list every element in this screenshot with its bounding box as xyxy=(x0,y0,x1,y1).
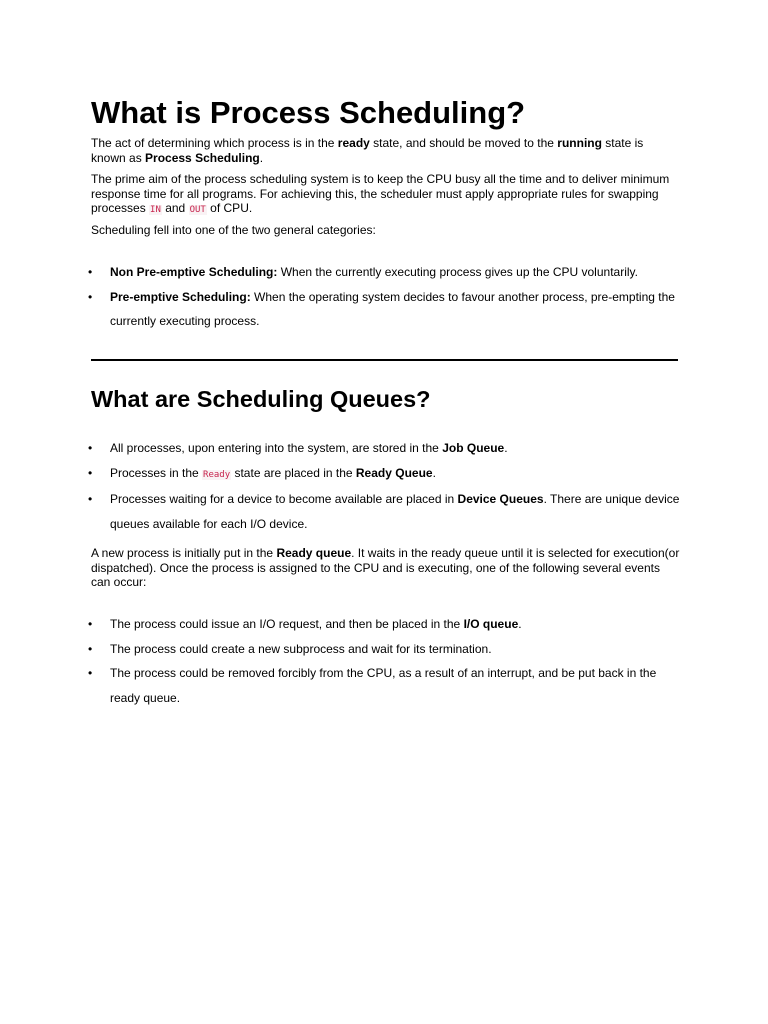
text: Processes waiting for a device to become available are placed in xyxy=(110,492,458,506)
bullet-glyph: • xyxy=(88,666,93,680)
text: When the currently executing process gives up the CPU voluntarily. xyxy=(277,265,638,279)
code-in: IN xyxy=(150,205,161,215)
text: A new process is initially put in the xyxy=(91,546,277,560)
code-out: OUT xyxy=(189,205,206,215)
text: The process could issue an I/O request, and then be placed in the xyxy=(110,617,464,631)
bullet-glyph: • xyxy=(88,641,93,656)
code-ready: Ready xyxy=(203,469,231,480)
list-item xyxy=(88,661,681,710)
term-io-queue: I/O queue xyxy=(463,617,519,631)
events-list xyxy=(88,612,681,710)
text: of CPU. xyxy=(206,201,253,215)
text: . There are unique device queues available for each I/O device. xyxy=(110,492,680,531)
paragraph-categories: Scheduling fell into one of the two general categories: xyxy=(91,223,376,237)
list-item xyxy=(88,285,681,334)
text: The act of determining which process is in the xyxy=(91,136,338,150)
text: and xyxy=(161,201,189,215)
paragraph-new-process xyxy=(91,546,681,590)
text: The process could create a new subprocess and wait for its termination. xyxy=(110,641,492,656)
paragraph-definition xyxy=(91,136,681,165)
heading-process-scheduling: What is Process Scheduling? xyxy=(91,95,526,130)
text: The process could be removed forcibly from the CPU, as a result of an interrupt, and be put back in the ready queue. xyxy=(110,666,657,705)
term-process-scheduling: Process Scheduling xyxy=(145,150,260,165)
paragraph-prime-aim xyxy=(91,172,681,218)
bullet-glyph: • xyxy=(88,265,93,279)
text: The prime aim of the process scheduling system is to keep the CPU busy all the time and to deliver minimum response time for all programs. For achieving this, the scheduler must apply appropriate rules for swapping processes xyxy=(91,172,670,215)
term: Pre-emptive Scheduling: xyxy=(110,289,251,304)
list-item xyxy=(88,436,681,461)
text: . It waits in the ready queue until it is selected for execution(or dispatched). Once the process is assigned to the CPU and is executing, one of the following several events can occur: xyxy=(91,546,680,589)
bullet-glyph: • xyxy=(88,441,93,455)
scheduling-categories-list xyxy=(88,260,681,334)
bullet-glyph: • xyxy=(88,617,93,631)
term-running: running xyxy=(557,136,602,150)
text: All processes, upon entering into the system, are stored in the xyxy=(110,441,443,455)
text: state, and should be moved to the xyxy=(369,136,558,150)
term-ready-queue: Ready Queue xyxy=(355,465,433,480)
queues-list xyxy=(88,436,681,536)
bullet-glyph: • xyxy=(88,492,93,506)
bullet-glyph: • xyxy=(88,289,93,304)
text: state is known as xyxy=(91,136,644,165)
text: Processes in the xyxy=(110,465,203,480)
term-device-queues: Device Queues xyxy=(457,492,544,506)
list-item xyxy=(88,260,681,285)
heading-scheduling-queues: What are Scheduling Queues? xyxy=(91,386,431,412)
list-item xyxy=(88,612,681,637)
bullet-glyph: • xyxy=(88,465,93,480)
horizontal-rule xyxy=(91,359,678,361)
text: . xyxy=(432,465,436,480)
term-job-queue: Job Queue xyxy=(442,441,505,455)
text: . xyxy=(504,441,508,455)
term-ready-queue: Ready queue xyxy=(276,546,352,560)
text: state are placed in the xyxy=(231,465,356,480)
text: . xyxy=(518,617,522,631)
list-item xyxy=(88,487,681,536)
term-ready: ready xyxy=(337,136,370,150)
text: . xyxy=(259,150,264,165)
list-item xyxy=(88,637,681,662)
term: Non Pre-emptive Scheduling: xyxy=(110,265,278,279)
list-item xyxy=(88,461,681,488)
text: When the operating system decides to favour another process, pre-empting the currently executing process. xyxy=(110,289,675,328)
